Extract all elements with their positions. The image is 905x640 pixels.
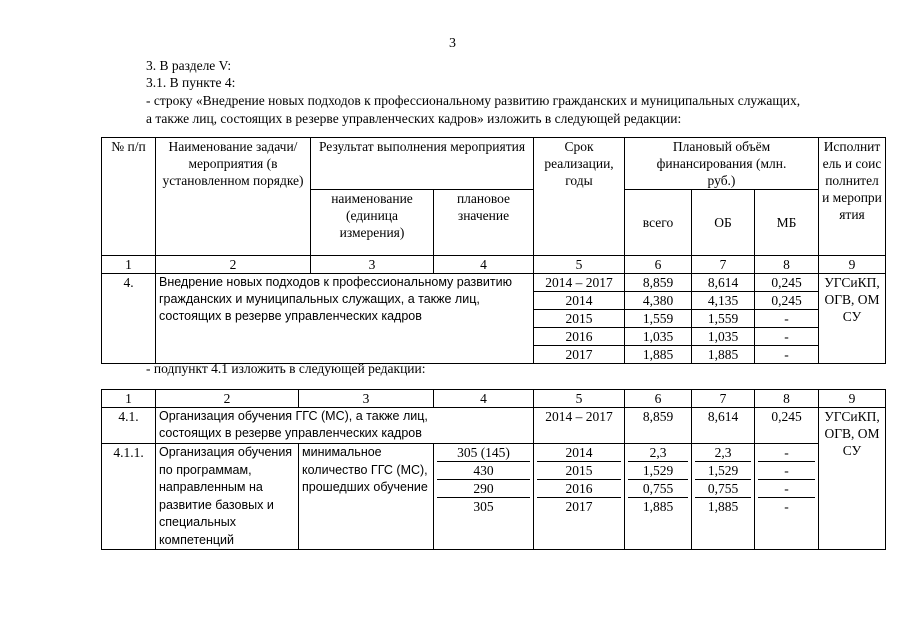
year-total: 8,859 — [625, 274, 692, 292]
col-number: 6 — [625, 256, 692, 274]
year-term: 2017 — [534, 346, 625, 364]
year-total: 2,3 — [628, 444, 688, 462]
year-total: 1,559 — [625, 310, 692, 328]
header-result-value: плановое значение — [434, 190, 534, 256]
table-1 — [101, 137, 886, 364]
header-ob: ОБ — [692, 190, 755, 256]
year-ob: 1,529 — [695, 462, 751, 480]
total-cell — [625, 444, 692, 550]
planned-value: 305 — [473, 499, 494, 514]
year-ob: 8,614 — [692, 274, 755, 292]
year-term: 2015 — [534, 310, 625, 328]
col-number: 4 — [434, 256, 534, 274]
row-name: Организация обучения ГГС (МС), а также лиц, состоящих в резерве управленческих кадров — [156, 408, 534, 444]
year-ob: 4,135 — [692, 292, 755, 310]
col-number: 7 — [692, 390, 755, 408]
year-term: 2017 — [565, 499, 593, 514]
year-ob: 2,3 — [695, 444, 751, 462]
year-total: 1,885 — [642, 499, 674, 514]
year-total: 1,885 — [625, 346, 692, 364]
section-heading: 3. В разделе V: — [146, 58, 232, 73]
planned-value: 430 — [437, 462, 530, 480]
year-total: 0,755 — [628, 480, 688, 498]
header-result-name: наименование (единица измерения) — [311, 190, 434, 256]
planned-value: 290 — [437, 480, 530, 498]
col-number: 1 — [102, 256, 156, 274]
sub-row-num: 4.1.1. — [102, 444, 156, 550]
row-total: 8,859 — [625, 408, 692, 444]
row-ob: 8,614 — [692, 408, 755, 444]
header-volume: Плановый объём финансирования (млн. руб.) — [625, 138, 819, 190]
row-executor: УГСиКП, ОГВ, ОМСУ — [819, 408, 886, 550]
year-ob: 1,559 — [692, 310, 755, 328]
header-mb: МБ — [755, 190, 819, 256]
year-mb: 0,245 — [755, 274, 819, 292]
row-num: 4.1. — [102, 408, 156, 444]
ob-cell — [692, 444, 755, 550]
sub-row-name: Организация обучения по программам, направленным на развитие базовых и специальных компетенций — [156, 444, 299, 550]
mb-cell — [755, 444, 819, 550]
year-mb: - — [758, 480, 815, 498]
year-term: 2016 — [537, 480, 621, 498]
year-total: 1,035 — [625, 328, 692, 346]
col-number: 5 — [534, 390, 625, 408]
year-mb: - — [755, 346, 819, 364]
year-ob: 1,035 — [692, 328, 755, 346]
year-term: 2014 — [537, 444, 621, 462]
col-number: 2 — [156, 390, 299, 408]
row-term: 2014 – 2017 — [534, 408, 625, 444]
header-executor: Исполнитель и соисполнители мероприятия — [819, 138, 886, 256]
col-number: 2 — [156, 256, 311, 274]
year-mb: - — [758, 444, 815, 462]
term-cell — [534, 444, 625, 550]
col-number: 9 — [819, 390, 886, 408]
year-mb: 0,245 — [755, 292, 819, 310]
row-num: 4. — [102, 274, 156, 364]
col-number: 3 — [299, 390, 434, 408]
header-total: всего — [625, 190, 692, 256]
year-mb: - — [755, 310, 819, 328]
year-ob: 1,885 — [692, 346, 755, 364]
col-number: 4 — [434, 390, 534, 408]
year-total: 1,529 — [628, 462, 688, 480]
instruction-line-2: а также лиц, состоящих в резерве управленческих кадров» изложить в следующей редакции: — [146, 111, 682, 126]
header-term: Срок реализации, годы — [534, 138, 625, 256]
year-term: 2015 — [537, 462, 621, 480]
col-number: 7 — [692, 256, 755, 274]
year-term: 2014 — [534, 292, 625, 310]
planned-value: 305 (145) — [437, 444, 530, 462]
header-name: Наименование задачи/ мероприятия (в установленном порядке) — [156, 138, 311, 256]
year-term: 2016 — [534, 328, 625, 346]
year-ob: 0,755 — [695, 480, 751, 498]
header-num: № п/п — [102, 138, 156, 256]
year-term: 2014 – 2017 — [534, 274, 625, 292]
value-cell — [434, 444, 534, 550]
year-mb: - — [758, 462, 815, 480]
row-mb: 0,245 — [755, 408, 819, 444]
col-number: 1 — [102, 390, 156, 408]
row-name: Внедрение новых подходов к профессиональному развитию гражданских и муниципальных служащих, а также лиц, состоящих в резерве управленческих кадров — [156, 274, 534, 364]
col-number: 8 — [755, 256, 819, 274]
year-ob: 1,885 — [707, 499, 739, 514]
page-number: 3 — [449, 36, 456, 51]
col-number: 8 — [755, 390, 819, 408]
sub-row-indicator: минимальное количество ГГС (МС), прошедших обучение — [299, 444, 434, 550]
col-number: 6 — [625, 390, 692, 408]
instruction-line-1: - строку «Внедрение новых подходов к профессиональному развитию гражданских и муниципальных служащих, — [146, 93, 801, 108]
col-number: 3 — [311, 256, 434, 274]
row-executor: УГСиКП, ОГВ, ОМСУ — [819, 274, 886, 364]
year-mb: - — [784, 499, 789, 514]
year-mb: - — [755, 328, 819, 346]
header-result: Результат выполнения мероприятия — [311, 138, 534, 190]
col-number: 5 — [534, 256, 625, 274]
mid-instruction: - подпункт 4.1 изложить в следующей редакции: — [146, 361, 426, 376]
table-2 — [101, 389, 886, 550]
col-number: 9 — [819, 256, 886, 274]
year-total: 4,380 — [625, 292, 692, 310]
subsection-heading: 3.1. В пункте 4: — [146, 75, 236, 90]
